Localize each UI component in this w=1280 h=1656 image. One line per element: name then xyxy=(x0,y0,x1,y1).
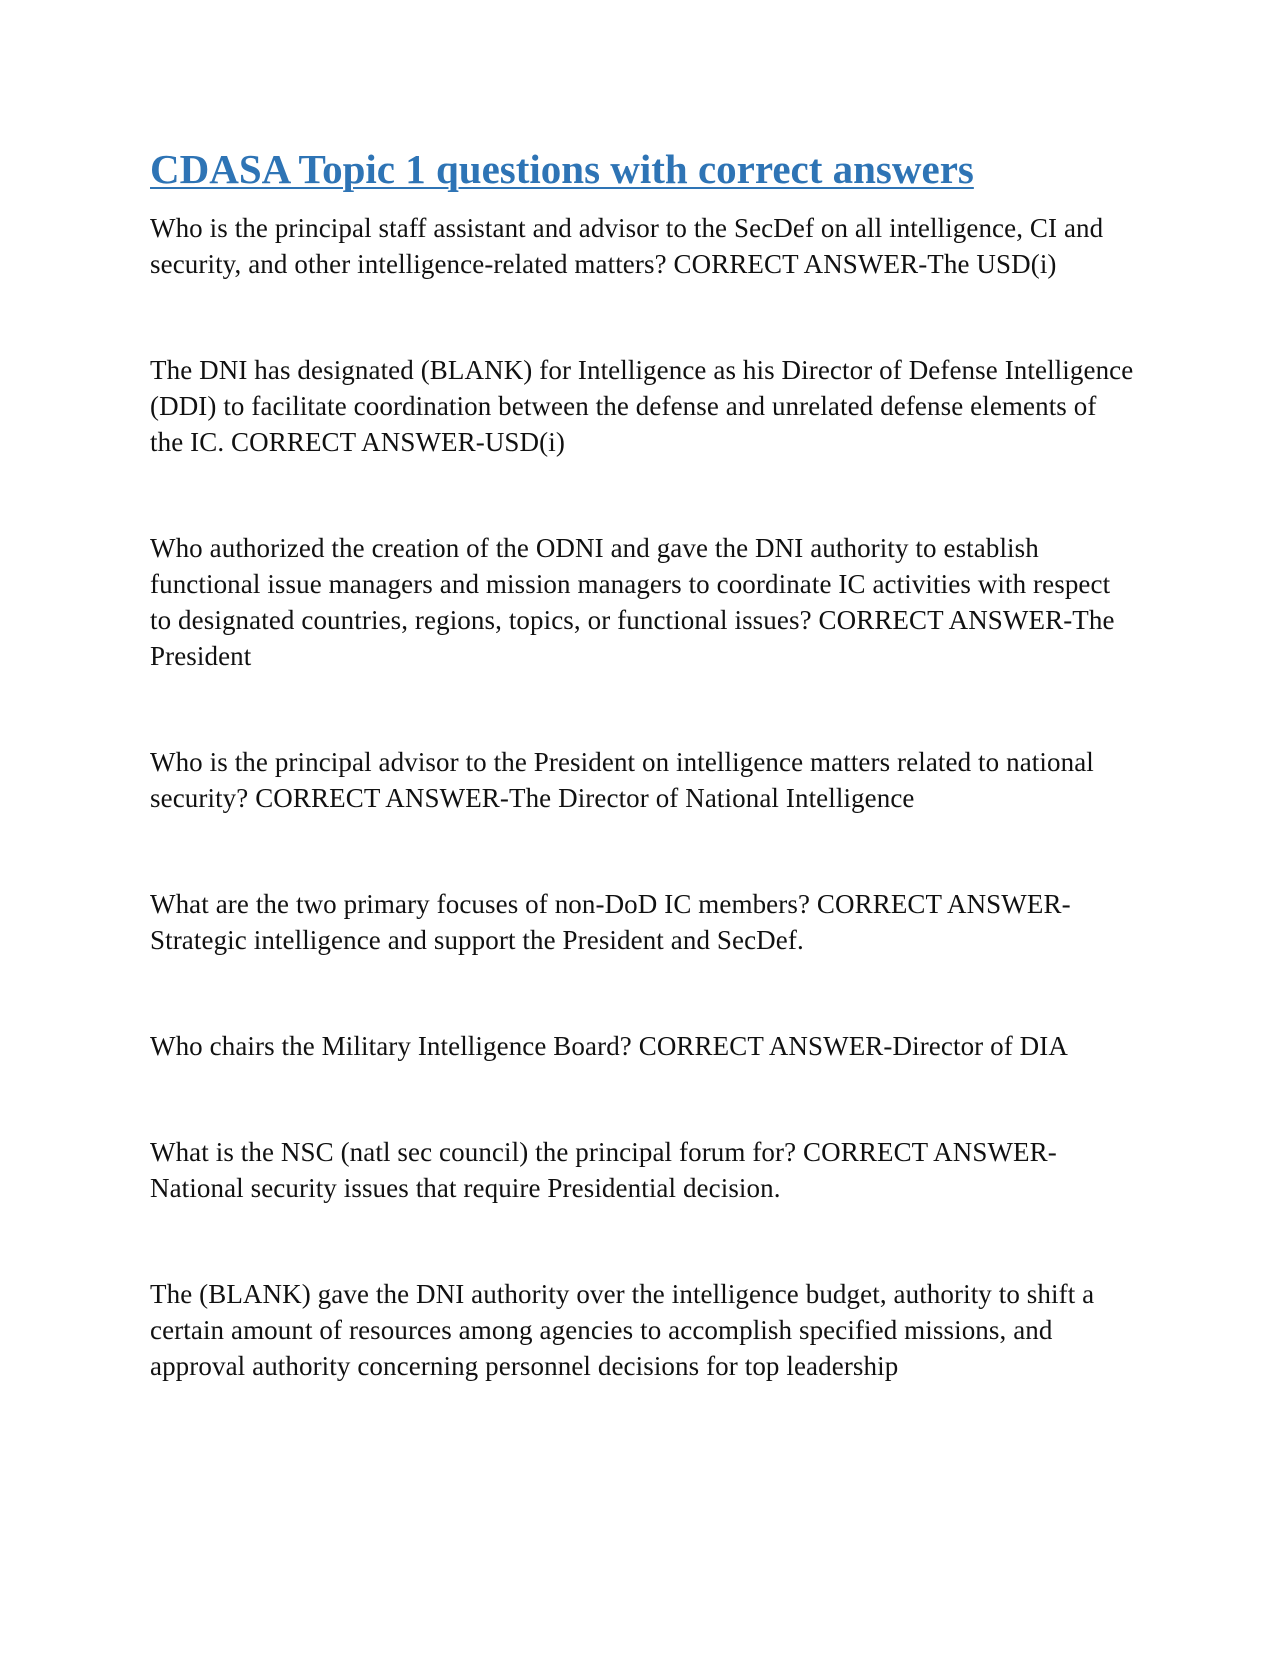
document-page xyxy=(150,145,1135,1454)
qa-item-4: Who is the principal advisor to the President on intelligence matters related to national security? CORRECT ANSWER-The Director of National Intelligence xyxy=(150,747,1094,814)
qa-item-8: The (BLANK) gave the DNI authority over the intelligence budget, authority to shift a certain amount of resources among agencies to accomplish specified missions, and approval authority concerning personnel decisions for top leadership xyxy=(150,1279,1095,1382)
qa-item-6: Who chairs the Military Intelligence Board? CORRECT ANSWER-Director of DIA xyxy=(150,1031,1068,1062)
qa-item-5: What are the two primary focuses of non-DoD IC members? CORRECT ANSWER-Strategic intelligence and support the President and SecDef. xyxy=(150,889,1071,956)
qa-item-1: Who is the principal staff assistant and advisor to the SecDef on all intelligence, CI and security, and other intelligence-related matters? CORRECT ANSWER-The USD(i) xyxy=(150,213,1104,280)
qa-item-2: The DNI has designated (BLANK) for Intelligence as his Director of Defense Intelligence (DDI) to facilitate coordination between the defense and unrelated defense elements of the IC. CORRECT ANSWER-USD(i) xyxy=(150,355,1134,458)
document-title[interactable]: CDASA Topic 1 questions with correct answers xyxy=(150,146,974,192)
qa-item-3: Who authorized the creation of the ODNI and gave the DNI authority to establish functional issue managers and mission managers to coordinate IC activities with respect to designated countries, regions, topics, or functional issues? CORRECT ANSWER-The President xyxy=(150,533,1115,672)
qa-item-7: What is the NSC (natl sec council) the principal forum for? CORRECT ANSWER-National security issues that require Presidential decision. xyxy=(150,1137,1057,1204)
